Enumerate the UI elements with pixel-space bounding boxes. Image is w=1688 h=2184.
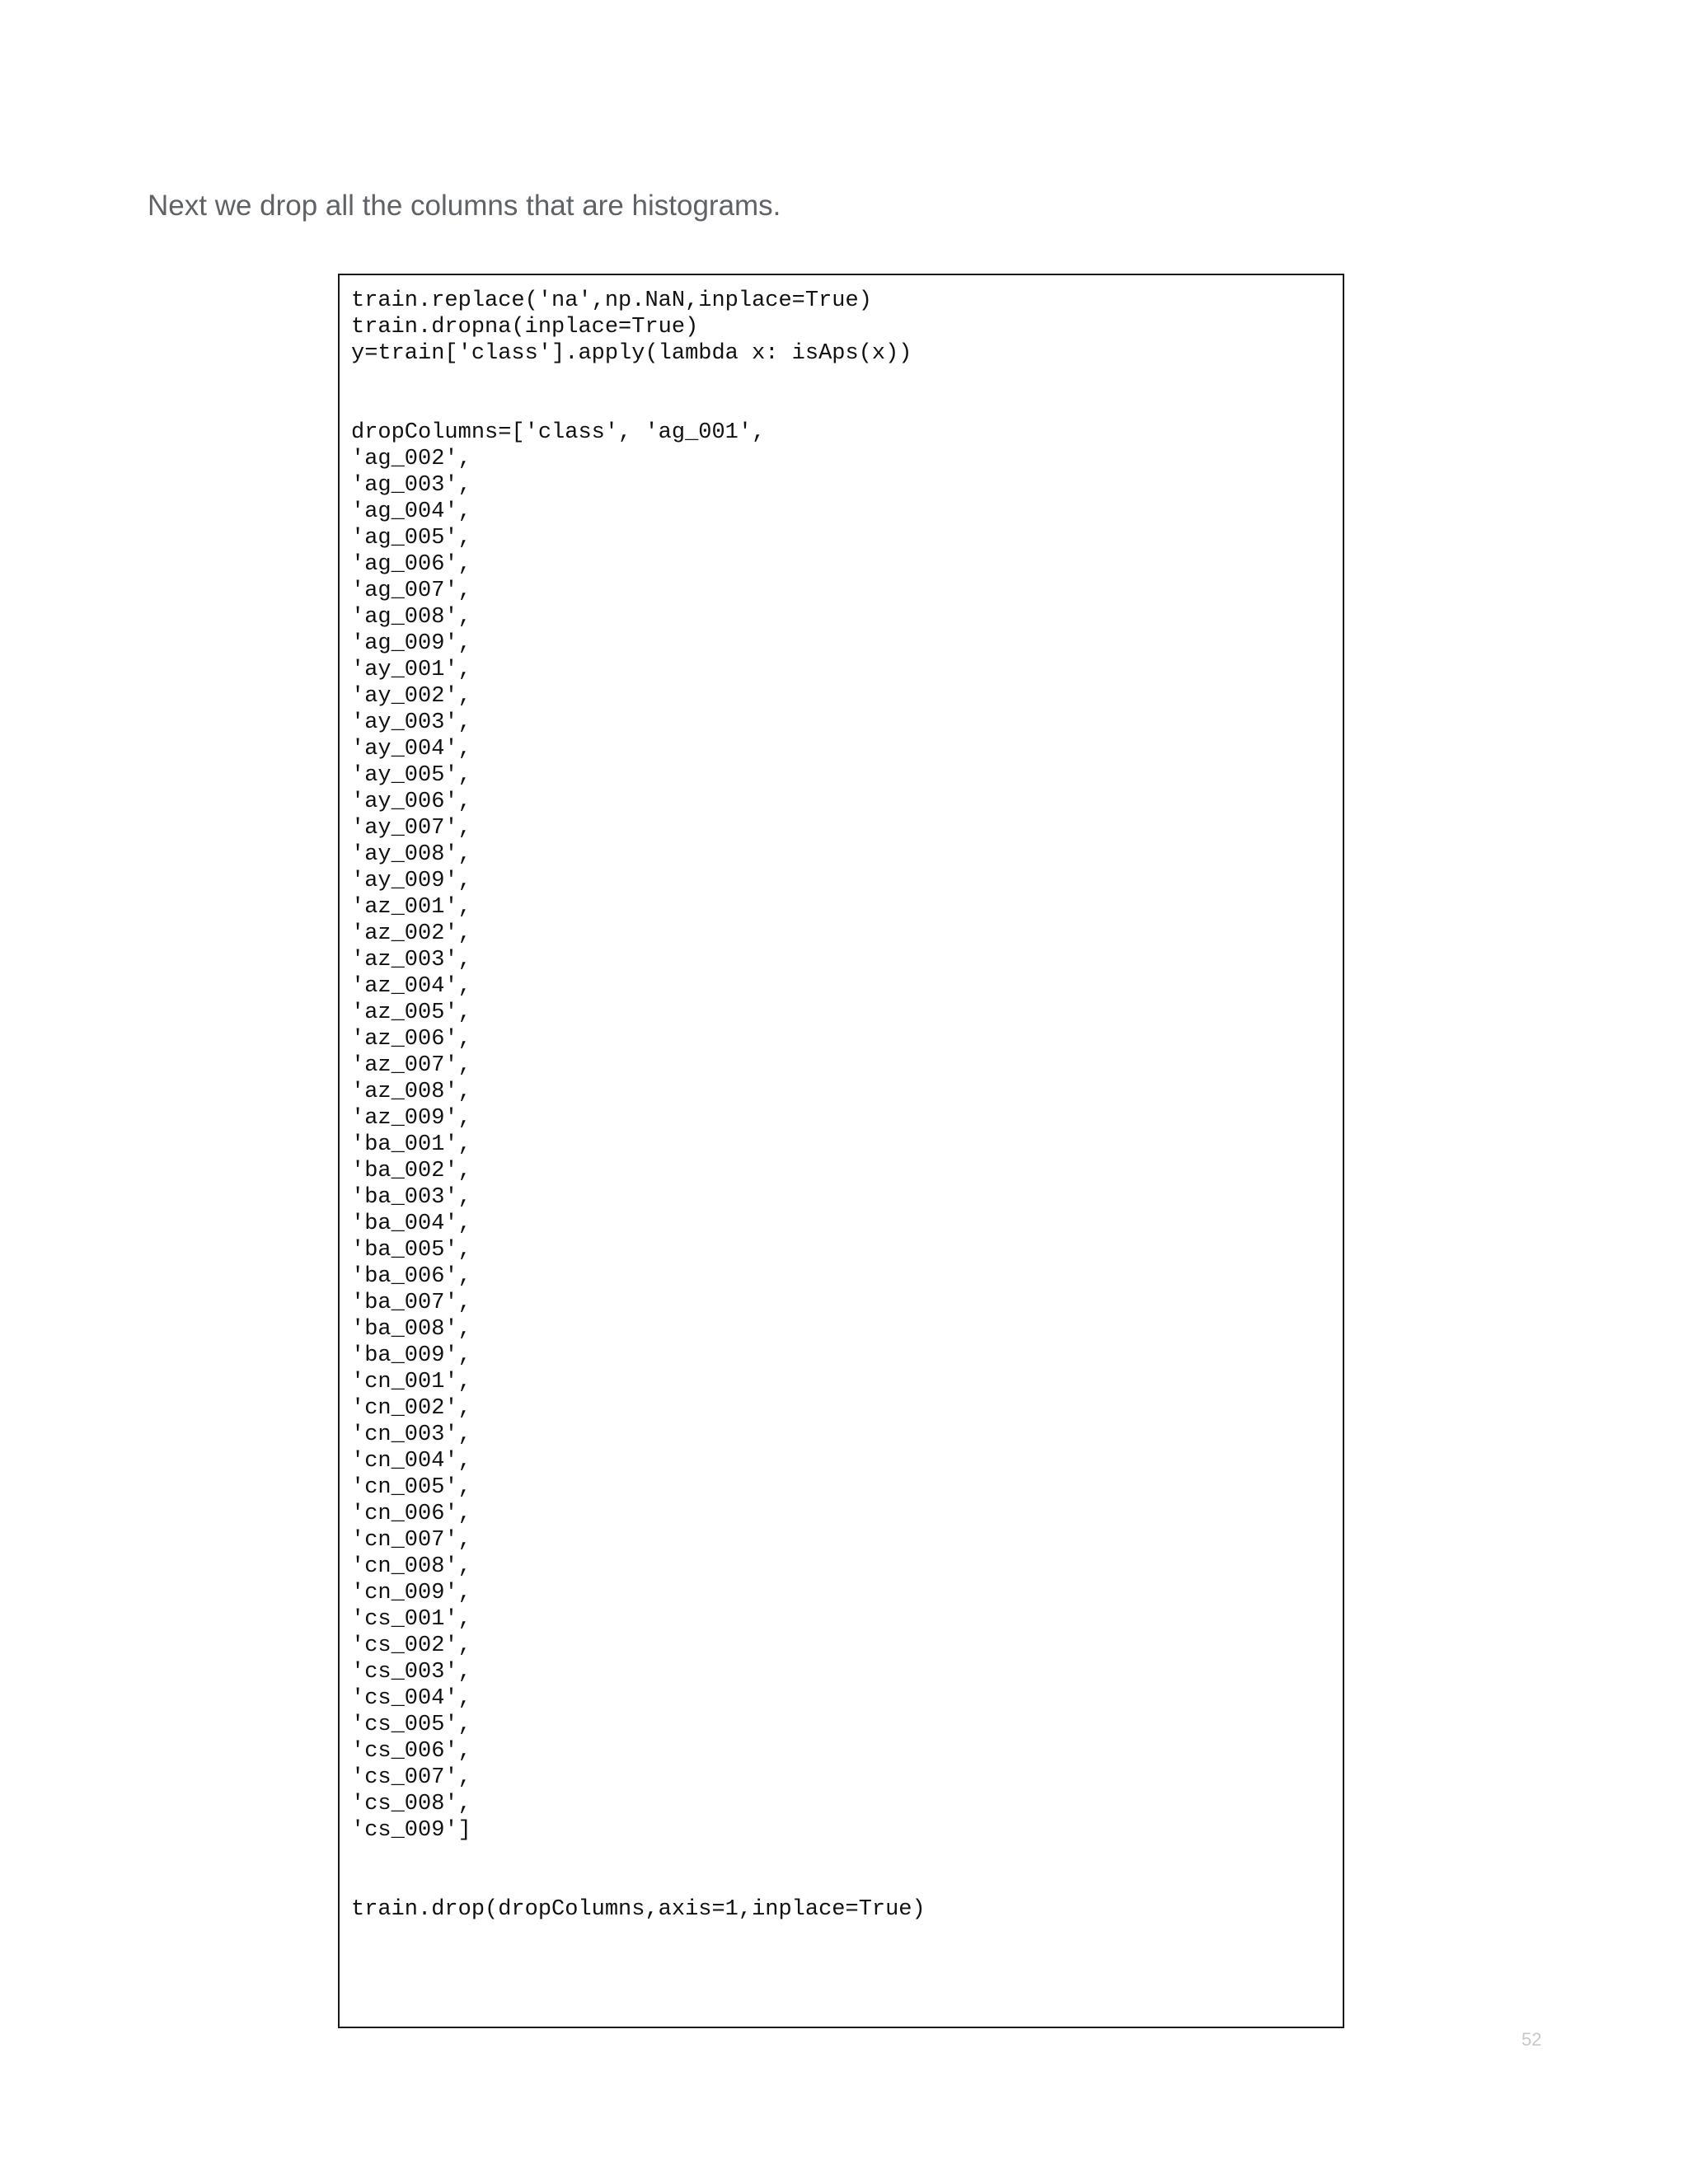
code-block (338, 274, 1344, 2028)
code-text: train.replace('na',np.NaN,inplace=True) train.dropna(inplace=True) y=train['class'].apply(lambda x: isAps(x)) dropColumns=['class', 'ag_001', 'ag_002', 'ag_003', 'ag_004', 'ag_005', 'ag_006', 'ag_007', 'ag_008', 'ag_009', 'ay_001', 'ay_002', 'ay_003', 'ay_004', 'ay_005', 'ay_006', 'ay_007', 'ay_008', 'ay_009', 'az_001', 'az_002', 'az_003', 'az_004', 'az_005', 'az_006', 'az_007', 'az_008', 'az_009', 'ba_001', 'ba_002', 'ba_003', 'ba_004', 'ba_005', 'ba_006', 'ba_007', 'ba_008', 'ba_009', 'cn_001', 'cn_002', 'cn_003', 'cn_004', 'cn_005', 'cn_006', 'cn_007', 'cn_008', 'cn_009', 'cs_001', 'cs_002', 'cs_003', 'cs_004', 'cs_005', 'cs_006', 'cs_007', 'cs_008', 'cs_009'] train.drop(dropColumns,axis=1,inplace=True) (351, 288, 926, 1922)
intro-paragraph: Next we drop all the columns that are histograms. (148, 190, 781, 222)
page-number: 52 (1522, 2029, 1542, 2050)
